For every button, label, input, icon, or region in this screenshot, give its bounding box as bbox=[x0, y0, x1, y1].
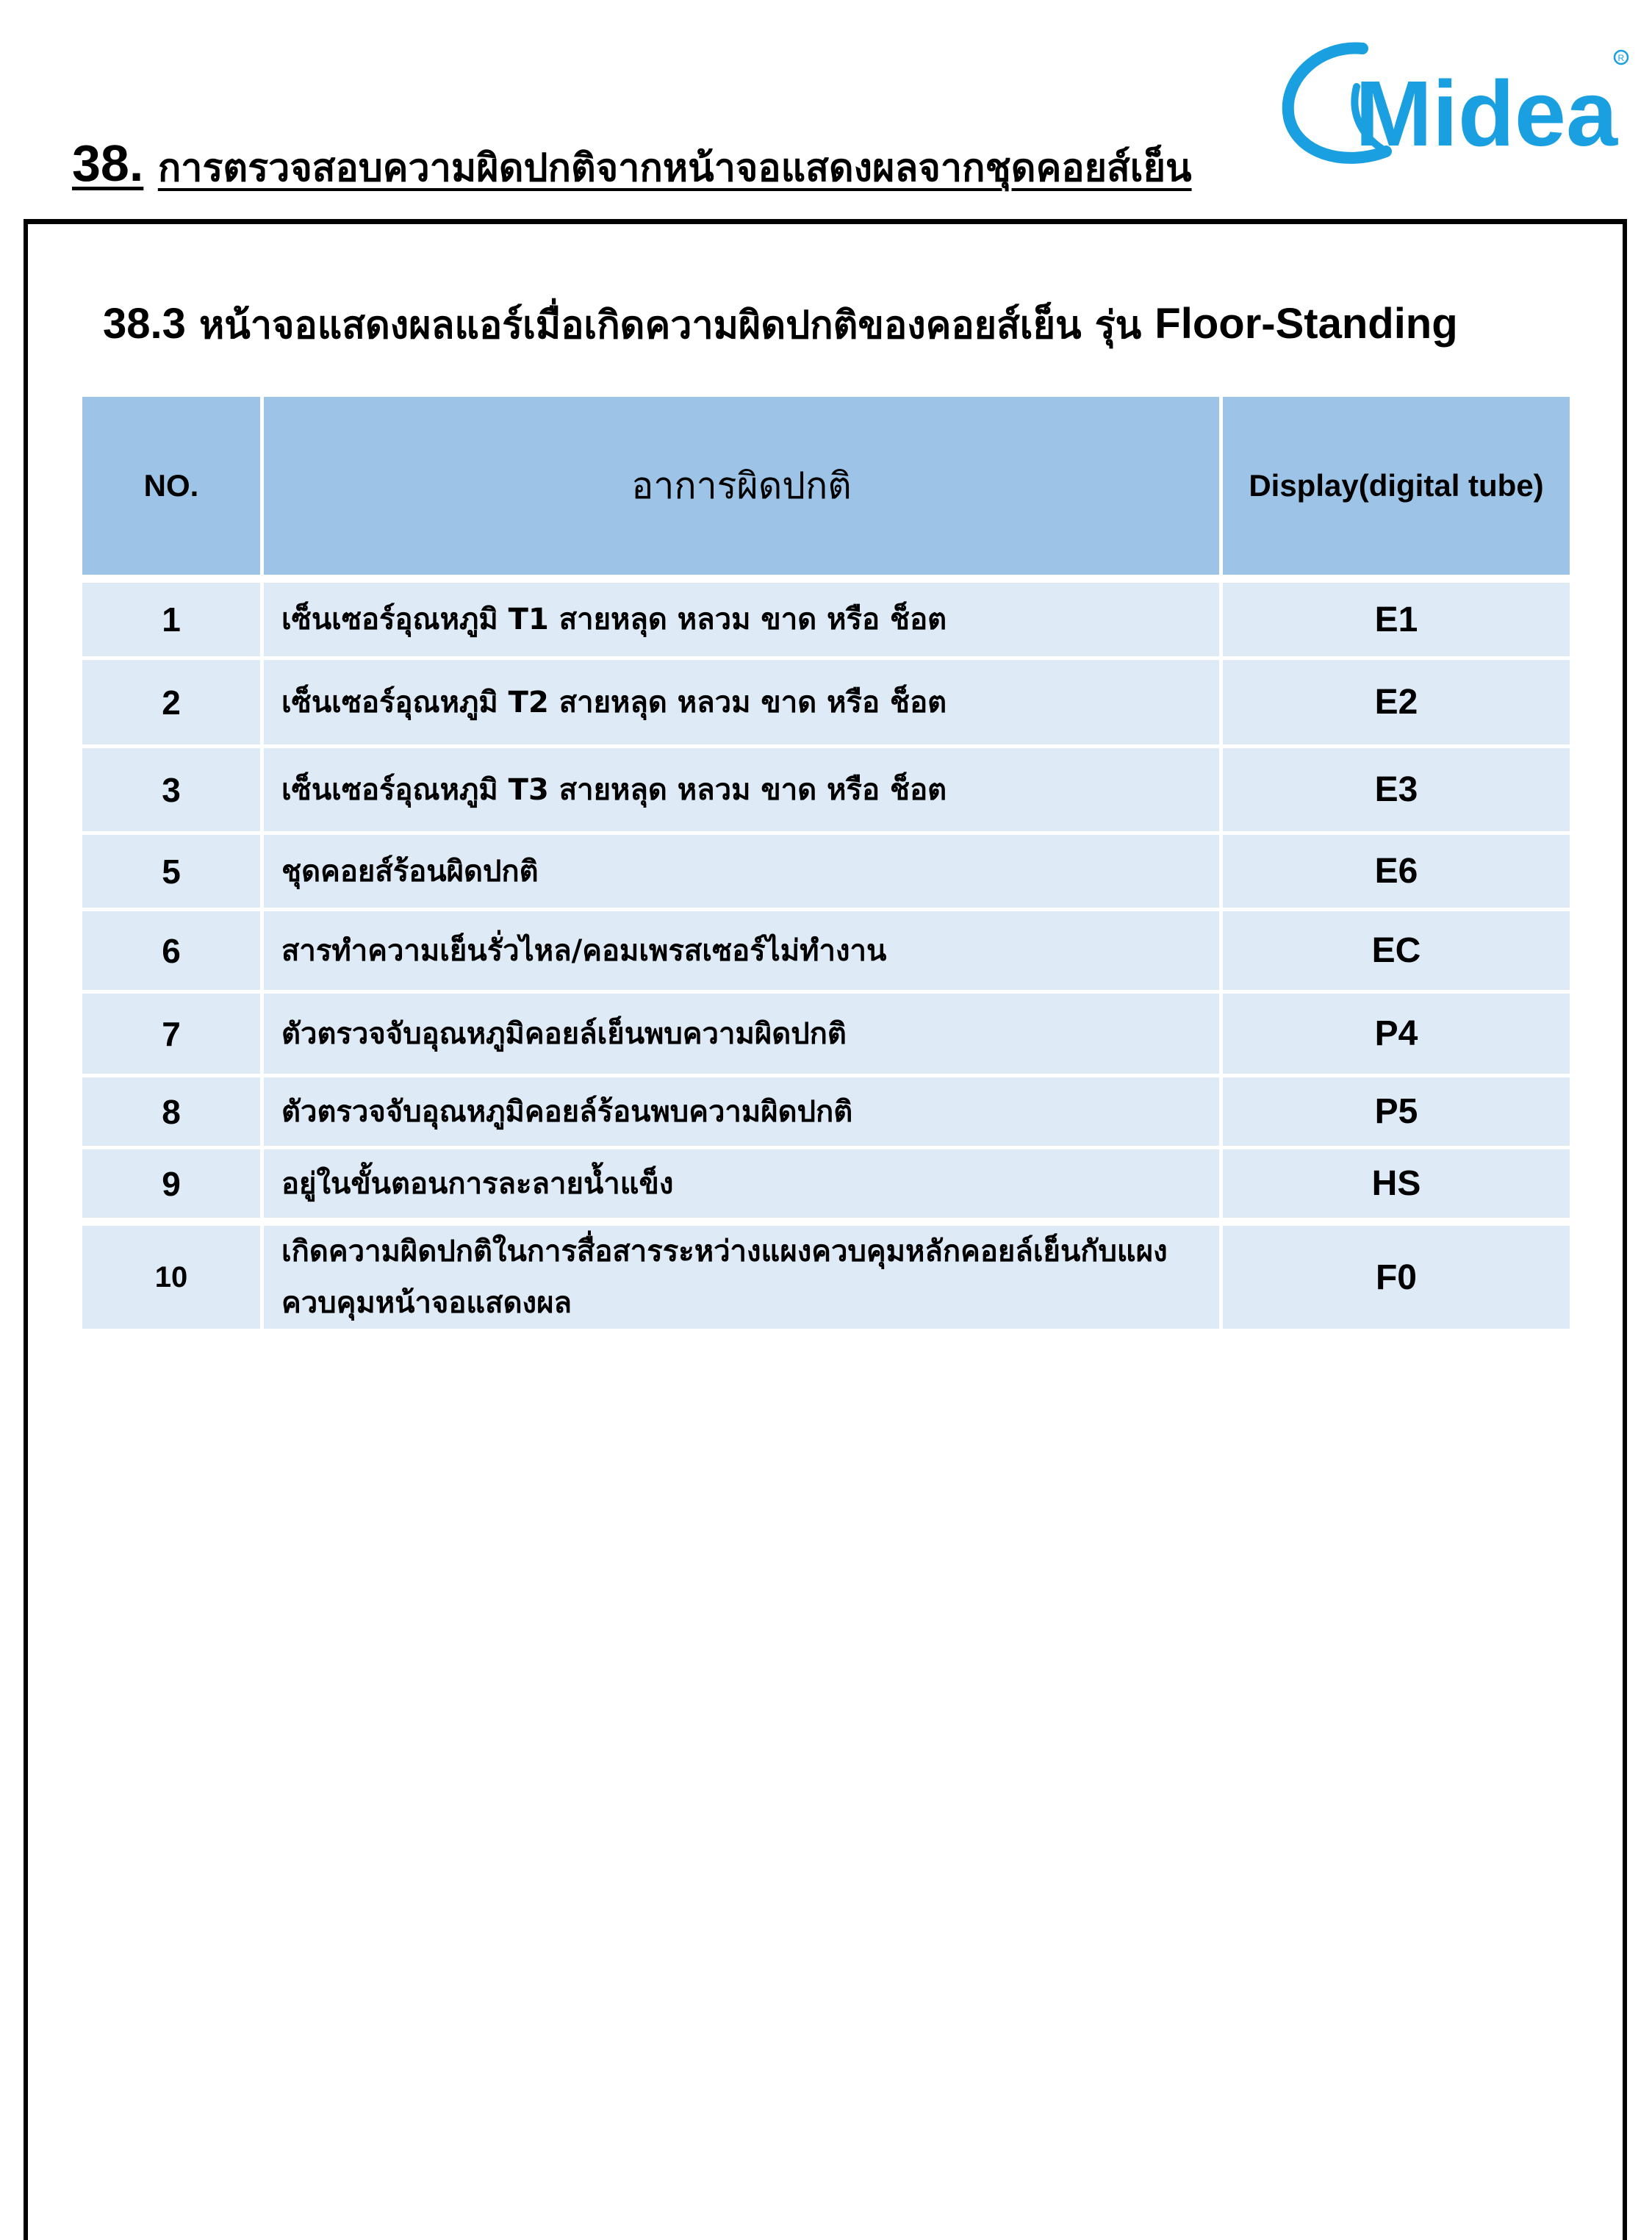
midea-logo-graphic bbox=[1276, 28, 1636, 175]
row-symptom: เซ็นเซอร์อุณหภูมิ T3 สายหลุด หลวม ขาด หรือ ช็อต bbox=[264, 748, 1223, 835]
row-no: 5 bbox=[82, 835, 264, 911]
row-no: 3 bbox=[82, 748, 264, 835]
row-no: 2 bbox=[82, 660, 264, 748]
row-no: 7 bbox=[82, 994, 264, 1077]
section-heading bbox=[103, 294, 1458, 355]
header-display: Display(digital tube) bbox=[1223, 397, 1570, 578]
row-symptom: ตัวตรวจจับอุณหภูมิคอยล์ร้อนพบความผิดปกติ bbox=[264, 1077, 1223, 1149]
table-row bbox=[82, 835, 1570, 911]
fault-code-table bbox=[82, 397, 1570, 1332]
svg-text:R: R bbox=[1617, 53, 1625, 63]
page-title-text: การตรวจสอบความผิดปกติจากหน้าจอแสดงผลจากชุดคอยส์เย็น bbox=[157, 146, 1192, 190]
row-symptom: ชุดคอยส์ร้อนผิดปกติ bbox=[264, 835, 1223, 911]
table-row bbox=[82, 748, 1570, 835]
row-display: EC bbox=[1223, 911, 1570, 994]
row-symptom: เกิดความผิดปกติในการสื่อสารระหว่างแผงควบคุมหลักคอยล์เย็นกับแผงควบคุมหน้าจอแสดงผล bbox=[264, 1226, 1223, 1332]
row-display: P4 bbox=[1223, 994, 1570, 1077]
section-model: Floor-Standing bbox=[1154, 300, 1458, 348]
table-row bbox=[82, 1149, 1570, 1221]
logo-wordmark: Midea bbox=[1355, 62, 1618, 165]
row-display: F0 bbox=[1223, 1226, 1570, 1332]
section-title: หน้าจอแสดงผลแอร์เมื่อเกิดความผิดปกติของคอยส์เย็น รุ่น bbox=[199, 304, 1142, 348]
row-display: E1 bbox=[1223, 583, 1570, 660]
table-row bbox=[82, 583, 1570, 660]
midea-logo bbox=[1276, 28, 1636, 175]
row-symptom: ตัวตรวจจับอุณหภูมิคอยล์เย็นพบความผิดปกติ bbox=[264, 994, 1223, 1077]
header-no: NO. bbox=[82, 397, 264, 578]
row-no: 9 bbox=[82, 1149, 264, 1221]
table-row bbox=[82, 1226, 1570, 1332]
table-row bbox=[82, 660, 1570, 748]
table-row bbox=[82, 911, 1570, 994]
row-no: 8 bbox=[82, 1077, 264, 1149]
row-symptom: สารทำความเย็นรั่วไหล/คอมเพรสเซอร์ไม่ทำงาน bbox=[264, 911, 1223, 994]
section-number: 38.3 bbox=[103, 300, 186, 348]
page-title bbox=[72, 135, 1192, 192]
row-display: E2 bbox=[1223, 660, 1570, 748]
header-symptom: อาการผิดปกติ bbox=[264, 397, 1223, 578]
row-display: E3 bbox=[1223, 748, 1570, 835]
row-symptom: อยู่ในขั้นตอนการละลายน้ำแข็ง bbox=[264, 1149, 1223, 1221]
page-title-number: 38. bbox=[72, 134, 144, 192]
row-display: E6 bbox=[1223, 835, 1570, 911]
row-display: P5 bbox=[1223, 1077, 1570, 1149]
table-header-row bbox=[82, 397, 1570, 578]
row-symptom: เซ็นเซอร์อุณหภูมิ T2 สายหลุด หลวม ขาด หรือ ช็อต bbox=[264, 660, 1223, 748]
row-symptom: เซ็นเซอร์อุณหภูมิ T1 สายหลุด หลวม ขาด หรือ ช็อต bbox=[264, 583, 1223, 660]
row-no: 10 bbox=[82, 1226, 264, 1332]
table-row bbox=[82, 1077, 1570, 1149]
row-no: 6 bbox=[82, 911, 264, 994]
row-no: 1 bbox=[82, 583, 264, 660]
table-row bbox=[82, 994, 1570, 1077]
row-display: HS bbox=[1223, 1149, 1570, 1221]
